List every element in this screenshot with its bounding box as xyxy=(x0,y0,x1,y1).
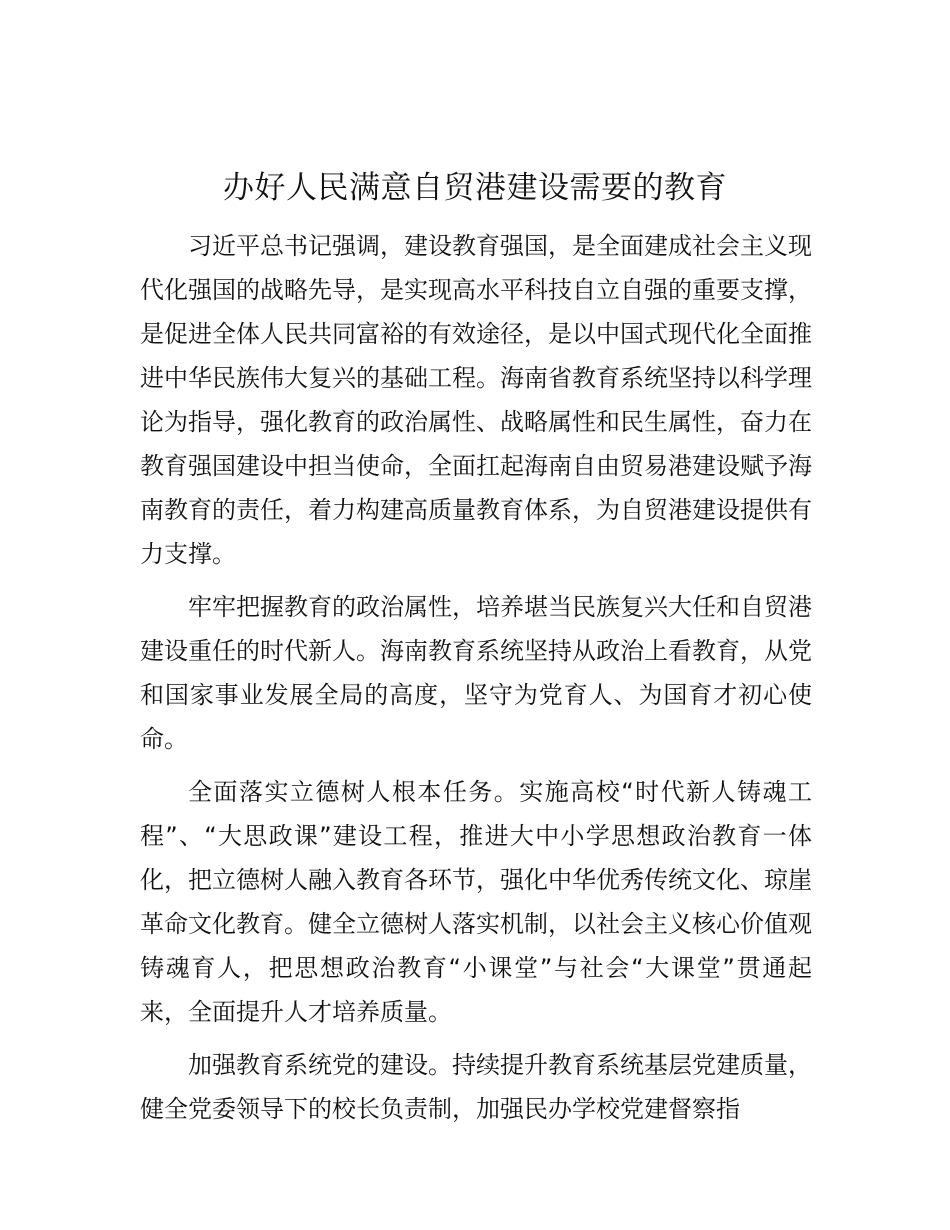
paragraph-2: 牢牢把握教育的政治属性，培养堪当民族复兴大任和自贸港建设重任的时代新人。海南教育系统坚持从政治上看教育，从党和国家事业发展全局的高度，坚守为党育人、为国育才初心使命。 xyxy=(140,593,812,753)
document-body xyxy=(140,224,812,1140)
paragraph-4: 加强教育系统党的建设。持续提升教育系统基层党建质量，健全党委领导下的校长负责制，加强民办学校党建督察指 xyxy=(140,1051,812,1123)
paragraph-3: 全面落实立德树人根本任务。实施高校“时代新人铸魂工程”、“大思政课”建设工程，推进大中小学思想政治教育一体化，把立德树人融入教育各环节，强化中华优秀传统文化、琼崖革命文化教育。健全立德树人落实机制，以社会主义核心价值观铸魂育人，把思想政治教育“小课堂”与社会“大课堂”贯通起来，全面提升人才培养质量。 xyxy=(140,778,812,1026)
paragraph-1: 习近平总书记强调，建设教育强国，是全面建成社会主义现代化强国的战略先导，是实现高水平科技自立自强的重要支撑，是促进全体人民共同富裕的有效途径，是以中国式现代化全面推进中华民族伟大复兴的基础工程。海南省教育系统坚持以科学理论为指导，强化教育的政治属性、战略属性和民生属性，奋力在教育强国建设中担当使命，全面扛起海南自由贸易港建设赋予海南教育的责任，着力构建高质量教育体系，为自贸港建设提供有力支撑。 xyxy=(140,232,812,568)
document-title: 办好人民满意自贸港建设需要的教育 xyxy=(223,170,727,206)
